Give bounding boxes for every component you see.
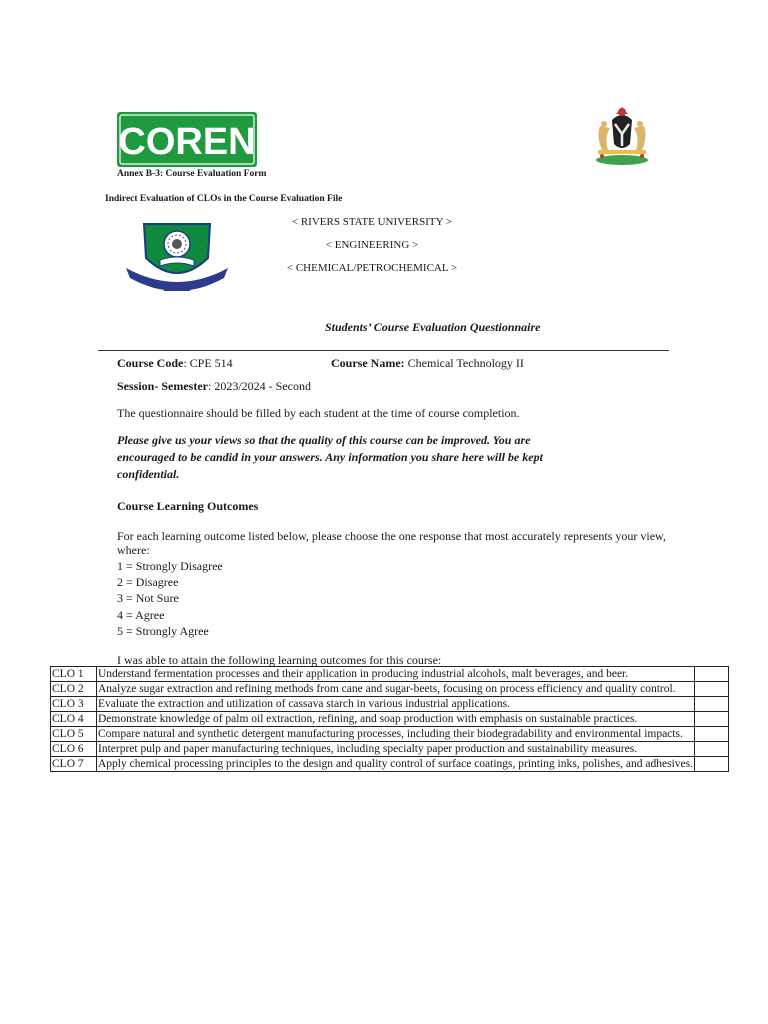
coren-logo	[117, 112, 257, 167]
rating-cell[interactable]	[695, 697, 729, 712]
intro-paragraph: For each learning outcome listed below, please choose the one response that most accurately represents your view, where:	[117, 529, 666, 557]
clo-text: Understand fermentation processes and their application in producing industrial alcohols, malt beverages, and beer.	[97, 667, 695, 682]
divider	[98, 350, 669, 351]
table-row	[51, 742, 729, 757]
institution-line-university: < RIVERS STATE UNIVERSITY >	[291, 216, 453, 228]
course-code	[117, 356, 233, 371]
rating-cell[interactable]	[695, 757, 729, 772]
table-row	[51, 667, 729, 682]
session-value: : 2023/2024 - Second	[207, 379, 311, 393]
rating-cell[interactable]	[695, 742, 729, 757]
course-name	[331, 356, 524, 371]
scale-item: 5 = Strongly Agree	[117, 623, 209, 638]
rating-cell[interactable]	[695, 667, 729, 682]
clo-heading: Course Learning Outcomes	[117, 499, 259, 513]
coren-logo-text: COREN	[118, 121, 256, 163]
clo-id: CLO 7	[51, 757, 97, 772]
table-row	[51, 682, 729, 697]
rating-scale	[117, 558, 223, 639]
scale-item: 4 = Agree	[117, 607, 165, 622]
clo-id: CLO 4	[51, 712, 97, 727]
clo-id: CLO 6	[51, 742, 97, 757]
rating-cell[interactable]	[695, 712, 729, 727]
university-logo	[124, 218, 230, 298]
clo-text: Interpret pulp and paper manufacturing techniques, including specialty paper production and sustainability measures.	[97, 742, 695, 757]
table-row	[51, 712, 729, 727]
scale-item: 2 = Disagree	[117, 575, 179, 590]
course-code-label: Course Code	[117, 356, 184, 370]
instruction-text: The questionnaire should be filled by each student at the time of course completion.	[117, 406, 520, 420]
clo-id: CLO 3	[51, 697, 97, 712]
views-paragraph: Please give us your views so that the quality of this course can be improved. You are encouraged to be candid in your answers. Any information you share here will be kept confidential.	[117, 433, 543, 481]
clo-id: CLO 2	[51, 682, 97, 697]
questionnaire-title: Students’ Course Evaluation Questionnaire	[325, 320, 541, 334]
table-row	[51, 727, 729, 742]
clo-text: Compare natural and synthetic detergent manufacturing processes, including their biodegradability and environmental impacts.	[97, 727, 695, 742]
scale-item: 1 = Strongly Disagree	[117, 559, 223, 573]
session-label: Session- Semester	[117, 379, 208, 393]
rating-cell[interactable]	[695, 682, 729, 697]
nigeria-coat-of-arms-icon	[590, 104, 654, 166]
attain-text: I was able to attain the following learning outcomes for this course:	[117, 653, 442, 667]
table-row	[51, 757, 729, 772]
clo-text: Demonstrate knowledge of palm oil extraction, refining, and soap production with emphasis on sustainable practices.	[97, 712, 695, 727]
indirect-evaluation-title: Indirect Evaluation of CLOs in the Course Evaluation File	[105, 194, 343, 204]
institution-line-faculty: < ENGINEERING >	[325, 239, 419, 251]
clo-text: Analyze sugar extraction and refining methods from cane and sugar-beets, focusing on process efficiency and quality control.	[97, 682, 695, 697]
scale-item: 3 = Not Sure	[117, 591, 179, 606]
course-code-value: : CPE 514	[183, 356, 233, 370]
course-name-label: Course Name:	[331, 356, 405, 370]
clo-id: CLO 1	[51, 667, 97, 682]
session-semester	[117, 379, 311, 394]
table-row	[51, 697, 729, 712]
clo-id: CLO 5	[51, 727, 97, 742]
clo-table	[50, 666, 729, 772]
rating-cell[interactable]	[695, 727, 729, 742]
clo-text: Apply chemical processing principles to the design and quality control of surface coatings, printing inks, polishes, and adhesives.	[98, 758, 693, 770]
course-name-value: Chemical Technology II	[404, 356, 524, 370]
annex-label: Annex B-3: Course Evaluation Form	[117, 169, 267, 179]
clo-text: Evaluate the extraction and utilization of cassava starch in various industrial applications.	[97, 697, 695, 712]
institution-line-department: < CHEMICAL/PETROCHEMICAL >	[286, 262, 458, 274]
